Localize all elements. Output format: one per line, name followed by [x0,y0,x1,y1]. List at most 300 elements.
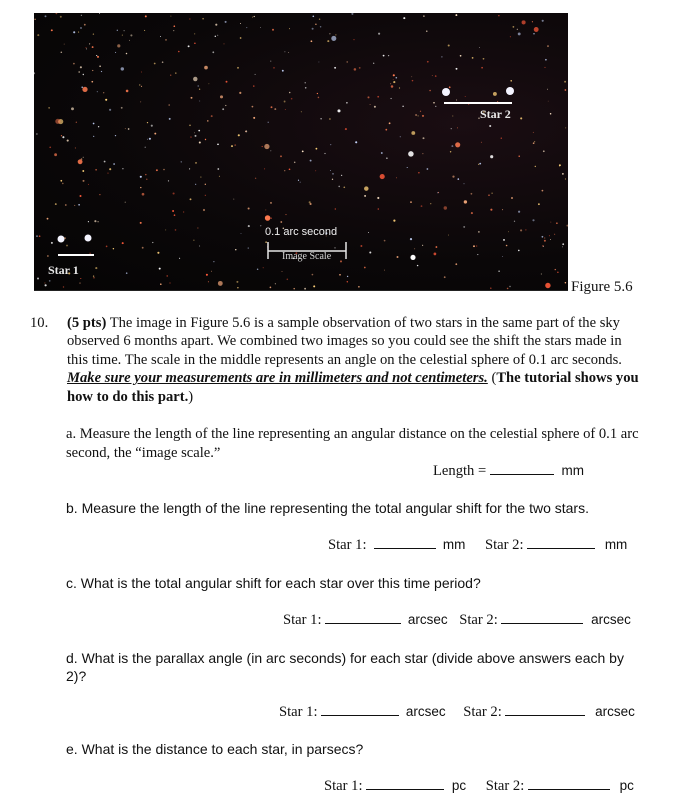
background-star [427,168,429,170]
background-star [377,197,379,199]
figure-rule [34,290,568,291]
star-field-svg [34,13,568,290]
background-star [165,39,166,40]
background-star [364,186,368,190]
background-star [240,23,241,24]
background-star [522,20,526,24]
background-star [217,35,218,36]
background-star [514,221,515,222]
background-star [194,42,196,44]
background-star [331,36,336,41]
background-star [411,131,415,135]
part-b-star2-blank[interactable] [527,536,595,549]
background-star [347,281,348,282]
background-star [444,206,447,209]
background-star [478,231,480,233]
background-star [56,13,58,14]
background-star [320,26,322,28]
scale-caption: Image Scale [282,251,332,262]
background-star [384,270,385,271]
background-star [294,162,296,164]
background-star [248,207,250,209]
background-star [414,248,415,249]
background-star [367,96,369,98]
background-star [130,34,132,36]
background-star [511,197,513,199]
background-star [80,27,81,28]
background-star [126,53,128,55]
background-star [543,150,545,152]
background-star [212,51,214,53]
background-star [565,179,566,180]
background-star [301,111,302,112]
background-star [400,136,401,137]
background-star [305,82,306,83]
background-star [316,148,318,150]
background-star [61,135,62,136]
background-star [490,287,492,289]
background-star [198,85,199,86]
background-star [191,97,193,99]
background-star [64,44,65,45]
background-star [78,159,83,164]
background-star [282,70,284,72]
part-c-answer [283,611,631,629]
background-star [203,209,205,211]
background-star [113,163,115,165]
background-star [491,192,492,193]
background-star [497,101,498,102]
background-star [402,106,403,107]
background-star [73,31,75,33]
background-star [463,183,464,184]
background-star [554,269,555,270]
background-star [51,242,53,244]
background-star [270,202,272,204]
background-star [115,52,116,53]
star1-position-a [58,236,65,243]
background-star [498,15,499,16]
background-star [410,238,412,240]
background-star [327,40,329,42]
background-star [430,203,431,204]
background-star [193,240,194,241]
background-star [94,220,96,222]
background-star [359,67,361,69]
star1-position-b [85,235,92,242]
background-star [541,273,542,274]
background-star [139,84,140,85]
question-text: The image in Figure 5.6 is a sample observation of two stars in the same part of the sky observed 6 months apart. We combined two images so you could see the shift the stars made in this time. The scale in the middle represents an angle on the celestial sphere of 0.1 arc seconds. [67,315,622,368]
background-star [448,235,449,236]
background-star [472,57,474,59]
background-star [117,30,118,31]
background-star [80,66,82,68]
background-star [289,28,290,29]
background-star [236,281,238,283]
background-star [169,282,170,283]
background-star [97,221,98,222]
background-star [257,269,259,271]
background-star [60,180,62,182]
background-star [347,276,348,277]
background-star [291,98,293,100]
background-star [205,184,206,185]
background-star [194,33,195,34]
background-star [199,89,200,90]
background-star [435,75,437,77]
background-star [557,272,558,273]
background-star [89,253,90,254]
background-star [437,192,438,193]
part-c-star1-blank[interactable] [325,611,401,624]
background-star [417,265,418,266]
background-star [146,179,147,180]
background-star [310,160,312,162]
background-star [147,122,148,123]
part-e-answer [324,777,634,795]
background-star [378,208,380,210]
background-star [479,163,481,165]
background-star [281,271,282,272]
background-star [534,141,535,142]
background-star [140,187,141,188]
length-label: Length = [433,463,490,479]
background-star [263,267,264,268]
background-star [548,101,549,102]
background-star [88,221,89,222]
background-star [209,83,210,84]
background-star [195,162,197,164]
background-star [312,274,314,276]
background-star [199,246,200,247]
background-star [124,30,125,31]
background-star [36,235,38,237]
background-star [422,245,423,246]
length-blank[interactable] [490,462,554,475]
background-star [173,30,174,31]
background-star [318,97,320,99]
background-star [99,194,100,195]
background-star [270,150,271,151]
background-star [520,229,522,231]
background-star [211,115,213,117]
background-star [451,128,452,129]
part-b-unit1: mm [442,537,466,552]
background-star [450,151,451,152]
background-star [354,68,357,71]
scale-label: 0.1 arc second [265,226,338,238]
background-star [239,92,241,94]
background-star [481,67,483,69]
background-star [565,89,567,91]
background-star [345,128,347,130]
background-star [418,172,419,173]
part-e-star1-blank[interactable] [366,777,444,790]
background-star [113,248,114,249]
background-star [189,168,190,169]
background-star [219,176,220,177]
background-star [284,101,286,103]
background-star [317,93,318,94]
background-star [217,168,219,170]
background-star [305,87,307,89]
background-star [264,168,265,169]
background-star [559,166,560,167]
part-e-star2-blank[interactable] [528,777,610,790]
question-emphasis: Make sure your measurements are in millimeters and not centimeters. [67,370,488,387]
background-star [565,282,566,283]
background-star [566,225,568,227]
background-star [337,109,340,112]
background-star [129,40,130,41]
background-star [151,125,153,127]
background-star [407,167,408,168]
background-star [270,287,272,289]
background-star [37,277,39,279]
background-star [338,186,340,188]
background-star [284,170,285,171]
background-star [433,102,435,104]
background-star [284,51,285,52]
background-star [542,236,544,238]
background-star [330,170,331,171]
background-star [332,173,333,174]
background-star [287,279,289,281]
background-star [455,263,457,265]
background-star [502,256,503,257]
background-star [234,144,236,146]
background-star [222,108,224,110]
background-star [189,125,191,127]
background-star [47,218,49,220]
background-star [73,63,75,65]
background-star [200,177,201,178]
background-star [320,118,321,119]
background-star [78,71,80,73]
background-star [429,90,431,92]
background-star [455,14,457,16]
background-star [518,32,521,35]
background-star [420,111,421,112]
part-d-unit2: arcsec [595,704,635,719]
background-star [562,173,564,175]
background-star [556,222,558,224]
background-star [39,235,41,237]
background-star [207,120,209,122]
background-star [49,280,51,282]
background-star [225,21,227,23]
background-star [62,183,64,185]
background-star [183,211,184,212]
background-star [96,55,97,56]
part-d-text: d. What is the parallax angle (in arc seconds) for each star (divide above answers each by 2)? [66,650,624,684]
background-star [63,286,64,287]
background-star [343,186,345,188]
background-star [193,77,197,81]
background-star [335,34,336,35]
background-star [82,170,84,172]
background-star [384,240,386,242]
background-star [93,136,94,137]
part-b-answer [328,536,627,554]
background-star [544,238,545,239]
background-star [339,274,341,276]
tutorial-note: The tutorial shows you how to do this part. [67,370,639,405]
background-star [399,87,400,88]
background-star [81,86,82,87]
background-star [471,212,473,214]
background-stars [34,13,568,290]
background-star [300,182,301,183]
background-star [520,117,522,119]
background-star [45,284,47,286]
background-star [341,175,342,176]
background-star [93,277,94,278]
background-star [377,96,379,98]
background-star [423,137,425,139]
background-star [141,72,142,73]
background-star [169,118,171,120]
background-star [449,86,451,88]
background-star [544,240,546,242]
part-c-star1-label: Star 1: [283,612,326,628]
background-star [435,246,437,248]
background-star [237,287,238,288]
background-star [329,118,331,120]
background-star [271,218,272,219]
background-star [396,177,397,178]
background-star [493,92,497,96]
part-e-unit2: pc [619,778,634,793]
background-star [88,184,89,185]
background-star [117,44,120,47]
background-star [75,147,76,148]
background-star [476,245,478,247]
part-d-answer [279,703,635,721]
part-d-star1-blank[interactable] [321,703,399,716]
background-star [432,75,433,76]
background-star [224,43,225,44]
background-star [319,18,320,19]
part-b-star1-blank[interactable] [374,536,436,549]
background-star [465,96,466,97]
background-star [140,222,142,224]
question-10 [10,314,640,406]
background-star [488,194,490,196]
background-star [542,190,544,192]
background-star [358,286,360,288]
background-star [241,233,242,234]
background-star [49,146,51,148]
background-star [76,122,77,123]
background-star [173,25,175,27]
background-star [109,109,111,111]
part-c-star2-label: Star 2: [459,612,502,628]
background-star [66,245,68,247]
background-star [78,204,80,206]
background-star [190,137,191,138]
background-star [121,67,124,70]
background-star [122,168,123,169]
background-star [82,180,84,182]
background-star [312,28,314,30]
background-star [455,142,460,147]
background-star [144,30,145,31]
star2-label: Star 2 [480,107,511,121]
background-star [252,17,253,18]
part-d-star2-label: Star 2: [463,704,506,720]
background-star [318,62,319,63]
background-star [374,106,376,108]
part-d-star2-blank[interactable] [505,703,585,716]
background-star [103,92,104,93]
background-star [145,174,146,175]
background-star [533,132,534,133]
background-star [271,106,273,108]
background-star [225,105,226,106]
background-star [510,36,511,37]
part-b-star1-label: Star 1: [328,537,371,553]
background-star [329,33,330,34]
background-star [264,144,269,149]
part-c-star2-blank[interactable] [501,611,583,624]
background-star [547,45,549,47]
background-star [48,107,49,108]
background-star [81,15,82,16]
background-star [479,47,480,48]
background-star [550,113,552,115]
background-star [105,99,107,101]
background-star [390,98,391,99]
background-star [99,13,100,14]
background-star [274,108,276,110]
background-star [175,72,176,73]
background-star [422,115,424,117]
background-star [156,169,158,171]
background-star [534,27,539,32]
part-b-unit2: mm [604,537,628,552]
background-star [542,20,544,22]
background-star [456,99,457,100]
background-star [508,231,509,232]
background-star [168,180,169,181]
background-star [411,76,412,77]
background-star [444,276,446,278]
part-e-unit1: pc [451,778,467,793]
figure-caption: Figure 5.6 [571,279,633,295]
background-star [393,220,395,222]
background-star [211,271,212,272]
background-star [310,203,312,205]
background-star [286,214,287,215]
background-star [147,139,148,140]
background-star [189,18,190,19]
background-star [513,26,515,28]
background-star [354,39,355,40]
background-star [82,87,87,92]
background-star [452,176,454,178]
background-star [95,169,97,171]
background-star [80,278,81,279]
background-star [34,72,35,74]
background-star [154,133,156,135]
background-star [55,119,60,124]
background-star [101,71,102,72]
background-star [403,17,405,19]
part-b-star2-label: Star 2: [484,537,528,553]
part-e-text: e. What is the distance to each star, in parsecs? [66,741,364,757]
